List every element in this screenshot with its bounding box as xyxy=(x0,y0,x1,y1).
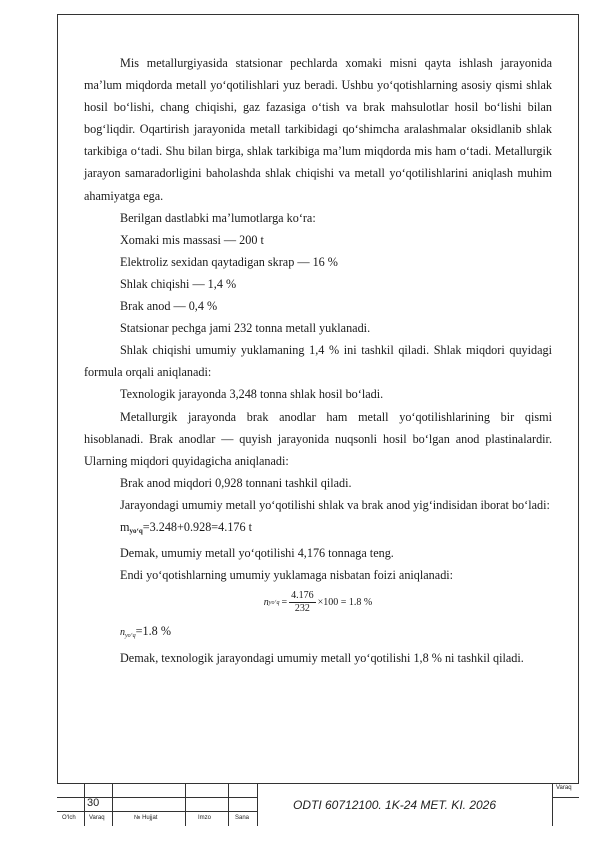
col-varaq: Varaq xyxy=(89,815,105,821)
col-sana: Sana xyxy=(235,815,250,821)
paragraph: Endi yo‘qotishlarning umumiy yuklamaga nisbatan foizi aniqlanadi: xyxy=(120,568,454,583)
paragraph: Brak anod miqdori 0,928 tonnani tashkil qiladi. xyxy=(120,475,352,490)
col-imzo: Imzo xyxy=(198,815,212,821)
title-block xyxy=(57,783,579,826)
paragraph: Xomaki mis massasi — 200 t xyxy=(120,232,264,247)
paragraph: Shlak chiqishi — 1,4 % xyxy=(120,276,237,291)
fraction xyxy=(289,590,316,615)
paragraph: Brak anod — 0,4 % xyxy=(120,299,218,314)
paragraph: Jarayondagi umumiy metall yo‘qotilishi shlak va brak anod yig‘indisidan iborat bo‘ladi: xyxy=(120,497,550,512)
formula xyxy=(264,590,372,615)
paragraph: Metallurgik jarayonda brak anodlar ham metall yo‘qotilishlarining bir qismi hisoblanadi. Brak anodlar — quyish jarayonida nuqsonli hosil bo‘lgan anod plastinalardir. Ularning miqdori quyidagicha aniqlanadi: xyxy=(84,409,552,468)
eq-symbol: n xyxy=(263,596,269,608)
equation-loss-percent xyxy=(84,586,552,620)
paragraph: Demak, texnologik jarayondagi umumiy metall yo‘qotilishi 1,8 % ni tashkil qiladi. xyxy=(120,651,524,666)
col-olch: O‘lch xyxy=(62,815,76,821)
page-number: 30 xyxy=(87,797,100,809)
paragraph: Statsionar pechga jami 232 tonna metall yuklanadi. xyxy=(120,321,371,336)
eq-rhs: =3.248+0.928=4.176 t xyxy=(142,519,253,534)
col-hujjat: № Hujjat xyxy=(134,815,158,821)
eq-rhs: =1.8 % xyxy=(135,624,171,639)
paragraph: Mis metallurgiyasida statsionar pechlarda xomaki misni qayta ishlash jarayonida ma’lum miqdorda metall yo‘qotilishlari yuz beradi. Ushbu yo‘qotishlarning asosiy qismi shlak hosil bo‘lishi, chang chiqishi, gaz fazasiga o‘tish va brak mahsulotlar hosil bo‘lishi bilan bog‘liqdir. Oqartirish jarayonida metall tarkibidagi qo‘shimcha aralashmalar oksidlanib shlak tarkibiga o‘tadi. Shu bilan birga, shlak tarkibiga ma’lum miqdorda mis ham o‘tadi. Metallurgik jarayon samaradorligini baholashda shlak chiqishi va metall yo‘qotilishlarini aniqlash muhim ahamiyatga ega. xyxy=(84,56,552,203)
document-body xyxy=(84,52,552,669)
fraction-denominator: 232 xyxy=(294,603,310,615)
equation-result xyxy=(84,620,552,647)
eq-subscript: yo‘q xyxy=(268,599,280,606)
paragraph: Demak, umumiy metall yo‘qotilishi 4,176 tonnaga teng. xyxy=(120,546,394,561)
eq-rest: ×100 = 1.8 % xyxy=(317,596,373,608)
varaq-label: Varaq xyxy=(556,785,572,791)
paragraph: Texnologik jarayonda 3,248 tonna shlak hosil bo‘ladi. xyxy=(120,387,384,402)
paragraph: Elektroliz sexidan qaytadigan skrap — 16 % xyxy=(120,254,338,269)
eq-equals: = xyxy=(281,596,288,608)
eq-subscript: yo‘q xyxy=(129,526,143,535)
eq-symbol: m xyxy=(120,519,130,534)
document-code: ODTI 60712100. 1K-24 MET. KI. 2026 xyxy=(293,798,497,812)
paragraph: Berilgan dastlabki ma’lumotlarga ko‘ra: xyxy=(120,210,316,225)
paragraph: Shlak chiqishi umumiy yuklamaning 1,4 % ini tashkil qiladi. Shlak miqdori quyidagi formula orqali aniqlanadi: xyxy=(84,343,552,380)
eq-symbol: n xyxy=(120,627,125,639)
fraction-numerator: 4.176 xyxy=(291,590,314,602)
equation-total-loss xyxy=(84,516,552,542)
eq-subscript: yo‘q xyxy=(125,633,136,640)
